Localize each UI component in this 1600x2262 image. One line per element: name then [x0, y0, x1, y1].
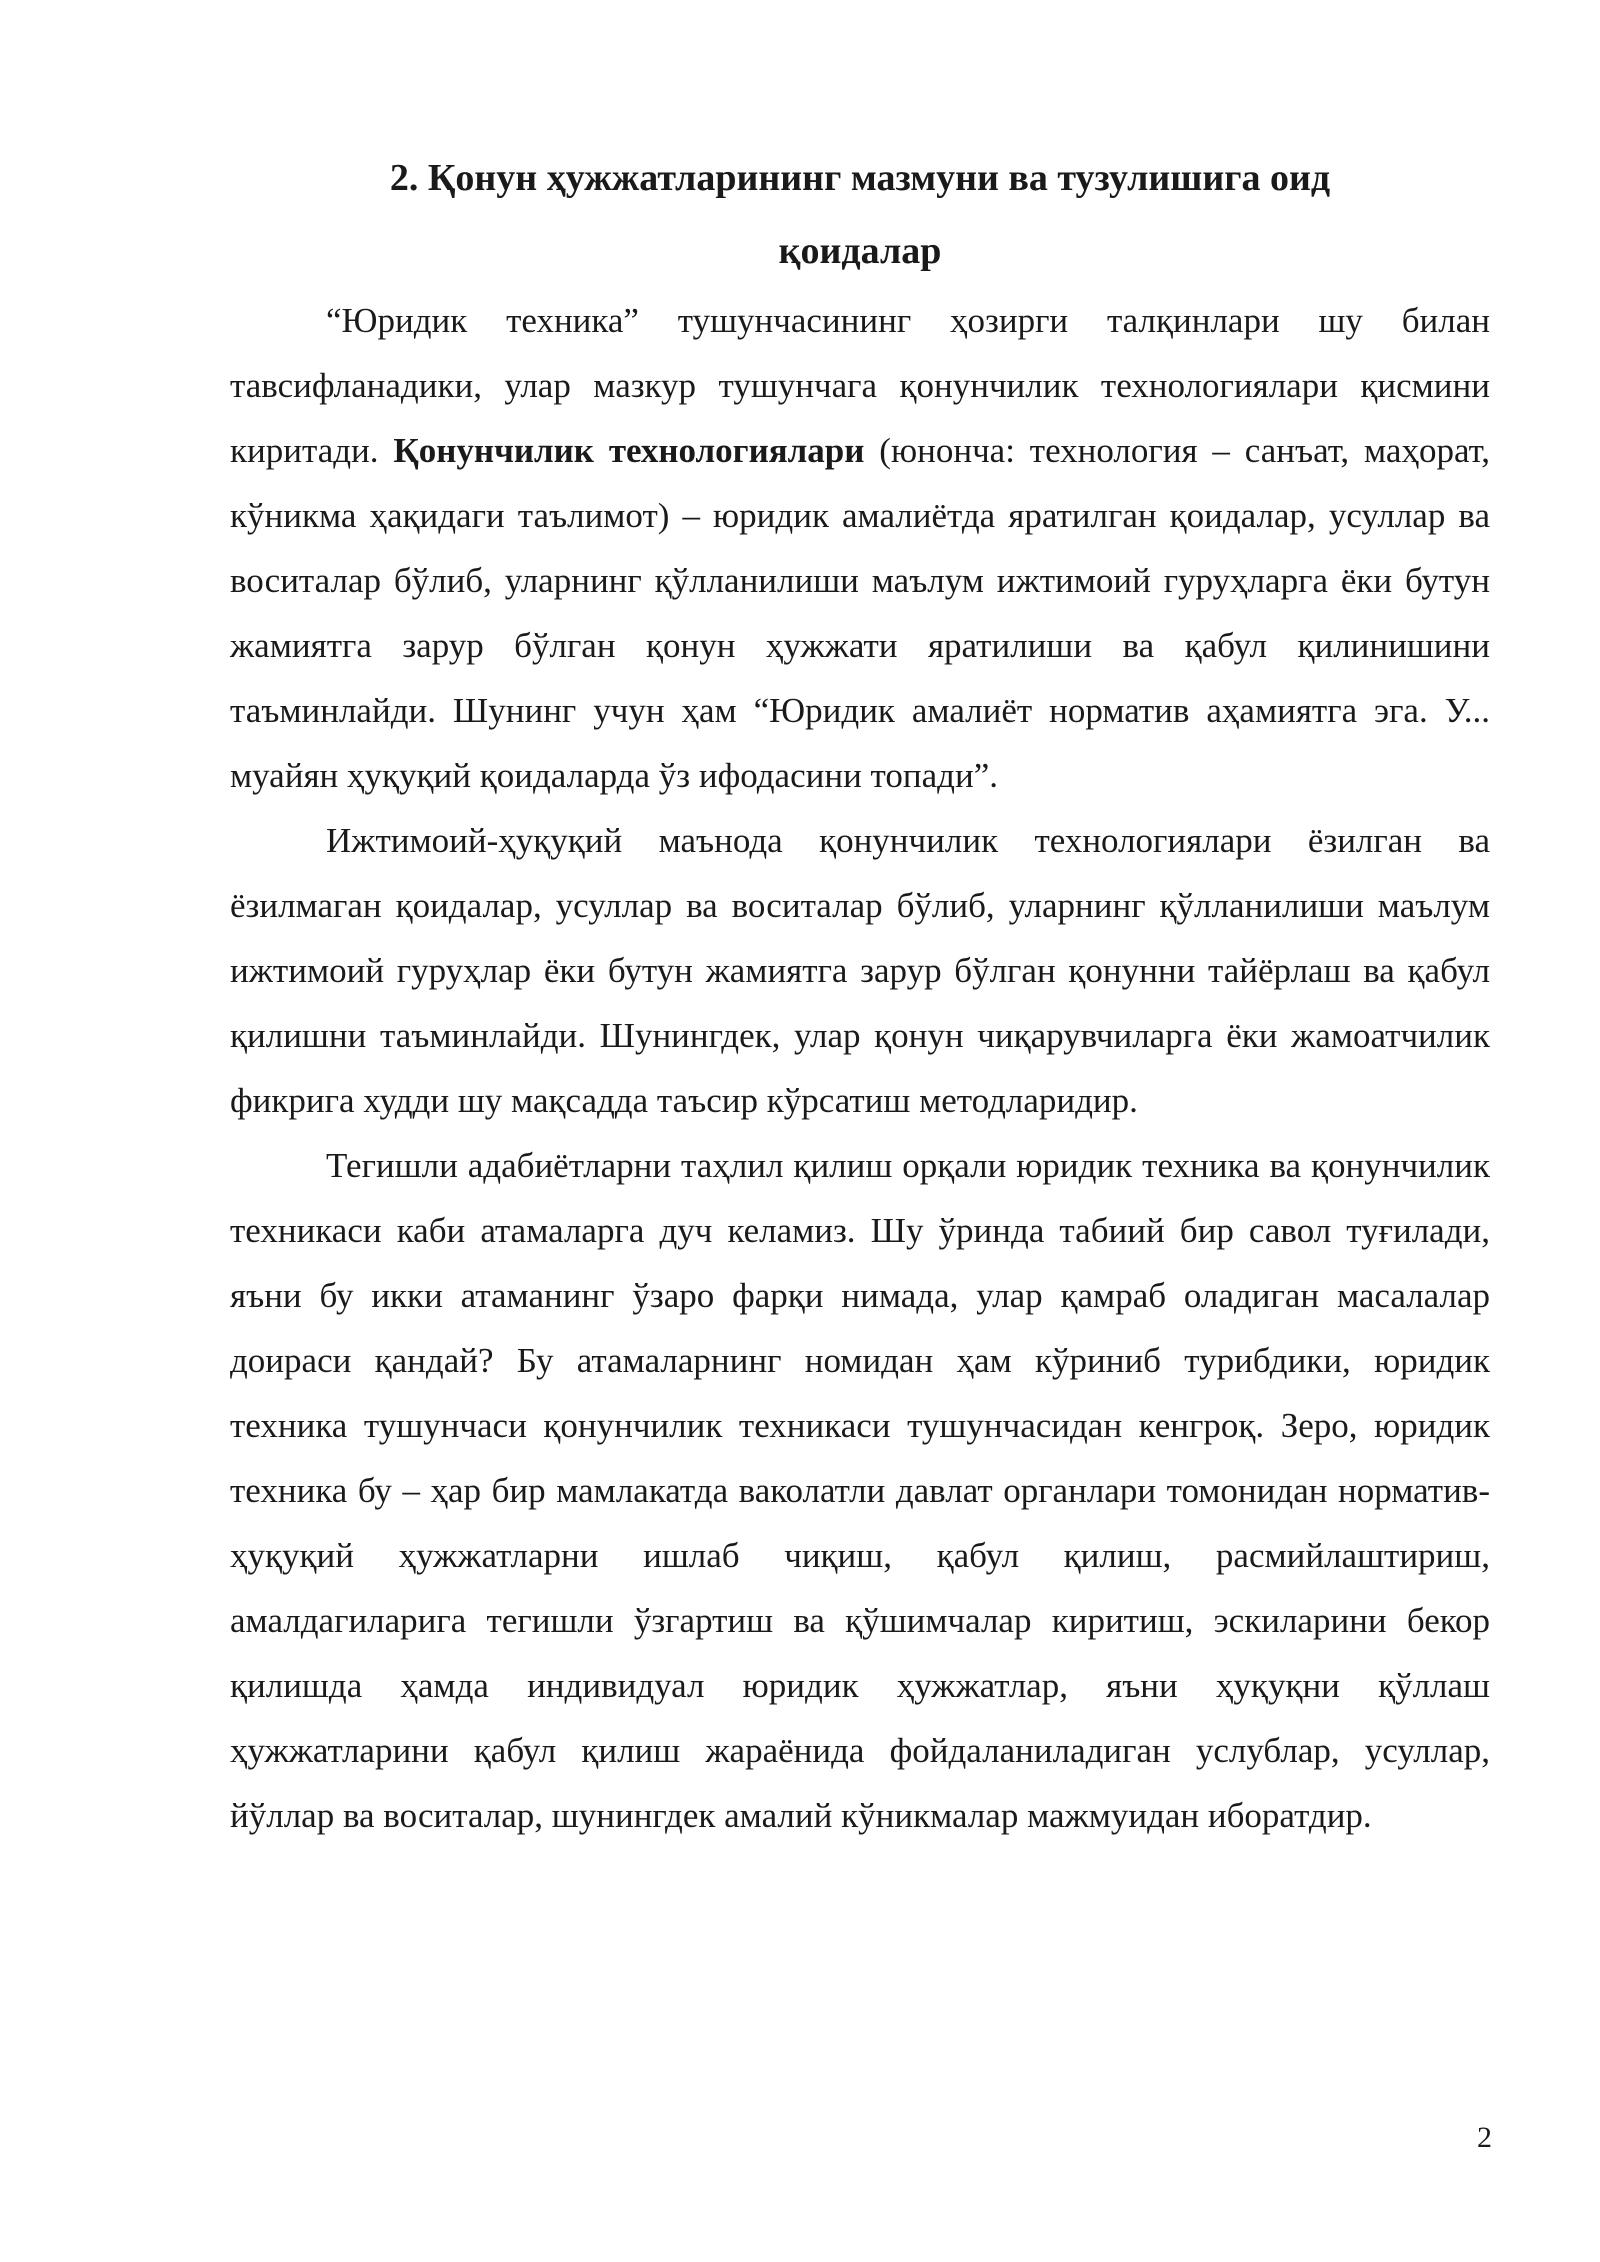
heading-line-2: қоидалар — [778, 230, 942, 272]
heading-line-1: 2. Қонун ҳужжатларининг мазмуни ва тузулишига оид — [389, 157, 1331, 199]
paragraph-1 — [230, 288, 1490, 808]
paragraph-1-text-start: “Юридик техника” тушунчасининг ҳозирги талқинлари шу билан тавсифланадики, улар мазкур тушунчага қонунчилик технологиялари қисмини киритади. — [230, 301, 1490, 470]
paragraph-3: Тегишли адабиётларни таҳлил қилиш орқали юридик техника ва қонунчилик техникаси каби атамаларга дуч келамиз. Шу ўринда табиий бир савол туғилади, яъни бу икки атаманинг ўзаро фарқи нимада, улар қамраб оладиган масалалар доираси қандай? Бу атамаларнинг номидан ҳам кўриниб турибдики, юридик техника тушунчаси қонунчилик техникаси тушунчасидан кенгроқ. Зеро, юридик техника бу – ҳар бир мамлакатда ваколатли давлат органлари томонидан норматив-ҳуқуқий ҳужжатларни ишлаб чиқиш, қабул қилиш, расмийлаштириш, амалдагиларига тегишли ўзгартиш ва қўшимчалар киритиш, эскиларини бекор қилишда ҳамда индивидуал юридик ҳужжатлар, яъни ҳуқуқни қўллаш ҳужжатларини қабул қилиш жараёнида фойдаланиладиган услублар, усуллар, йўллар ва воситалар, шунингдек амалий кўникмалар мажмуидан иборатдир. — [230, 1146, 1490, 1835]
section-heading — [230, 142, 1490, 288]
page-number: 2 — [1477, 2121, 1492, 2154]
term-legislative-technologies: Қонунчилик технологиялари — [393, 431, 865, 470]
page-content — [230, 142, 1490, 1848]
paragraph-2: Ижтимоий-ҳуқуқий маънода қонунчилик технологиялари ёзилган ва ёзилмаган қоидалар, усуллар ва воситалар бўлиб, уларнинг қўлланилиши маълум ижтимоий гуруҳлар ёки бутун жамиятга зарур бўлган қонунни тайёрлаш ва қабул қилишни таъминлайди. Шунингдек, улар қонун чиқарувчиларга ёки жамоатчилик фикрига худди шу мақсадда таъсир кўрсатиш методларидир. — [230, 821, 1490, 1120]
paragraph-1-text-end: (юнонча: технология – санъат, маҳорат, кўникма ҳақидаги таълимот) – юридик амалиётда яратилган қоидалар, усуллар ва воситалар бўлиб, уларнинг қўлланилиши маълум ижтимоий гуруҳларга ёки бутун жамиятга зарур бўлган қонун ҳужжати яратилиши ва қабул қилинишини таъминлайди. Шунинг учун ҳам “Юридик амалиёт норматив аҳамиятга эга. У... муайян ҳуқуқий қоидаларда ўз ифодасини топади”. — [230, 431, 1490, 795]
